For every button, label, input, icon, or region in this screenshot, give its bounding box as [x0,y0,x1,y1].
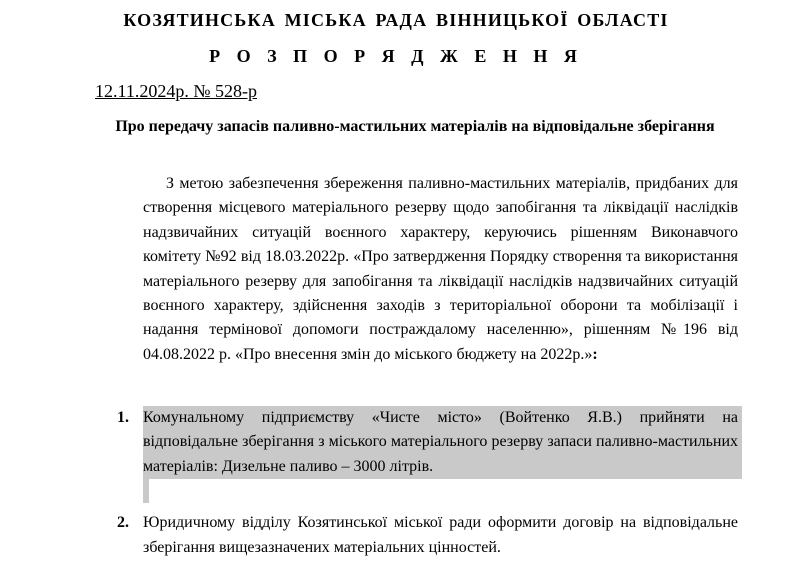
date-and-number: 12.11.2024р. № 528-р [95,81,257,101]
selection-tail [143,479,149,503]
council-name: КОЗЯТИНСЬКА МІСЬКА РАДА ВІННИЦЬКОЇ ОБЛАСТІ [123,10,669,30]
order-item-1-text: Комунальному підприємству «Чисте місто» (Войтенко Я.В.) прийняти на відповідальне зберігання з міського матеріального резерву запаси паливно-мастильних матеріалів: Дизельне паливо – 3000 літрів. [143,406,742,479]
order-items-list [95,406,738,560]
order-item-2 [95,511,738,560]
order-item-1-number: 1. [117,409,129,426]
preamble-paragraph [143,172,738,367]
preamble-colon: : [592,345,598,363]
preamble-text: З метою забезпечення збереження паливно-мастильних матеріалів, придбаних для створення місцевого матеріального резерву щодо запобігання та ліквідації наслідків надзвичайних ситуацій воєнного характеру, керуючись рішенням Виконавчого комітету №92 від 18.03.2022р. «Про затвердження Порядку створення та використання матеріального резерву для запобігання та ліквідації наслідків надзвичайних ситуацій воєнного характеру, здійснення заходів з територіальної оборони та мобілізації і надання термінової допомоги постраждалому населенню», рішенням №196 від 04.08.2022 р. «Про внесення змін до міського бюджету на 2022р.» [143,175,738,363]
order-item-2-text: Юридичному відділу Козятинської міської ради оформити договір на відповідальне зберігання вищезазначених матеріальних цінностей. [143,514,738,556]
document-type: Р О З П О Р Я Д Ж Е Н Н Я [209,46,583,66]
document-subject: Про передачу запасів паливно-мастильних матеріалів на відповідальне зберігання [115,118,715,135]
order-item-1 [95,406,738,503]
order-item-2-number: 2. [117,514,129,532]
